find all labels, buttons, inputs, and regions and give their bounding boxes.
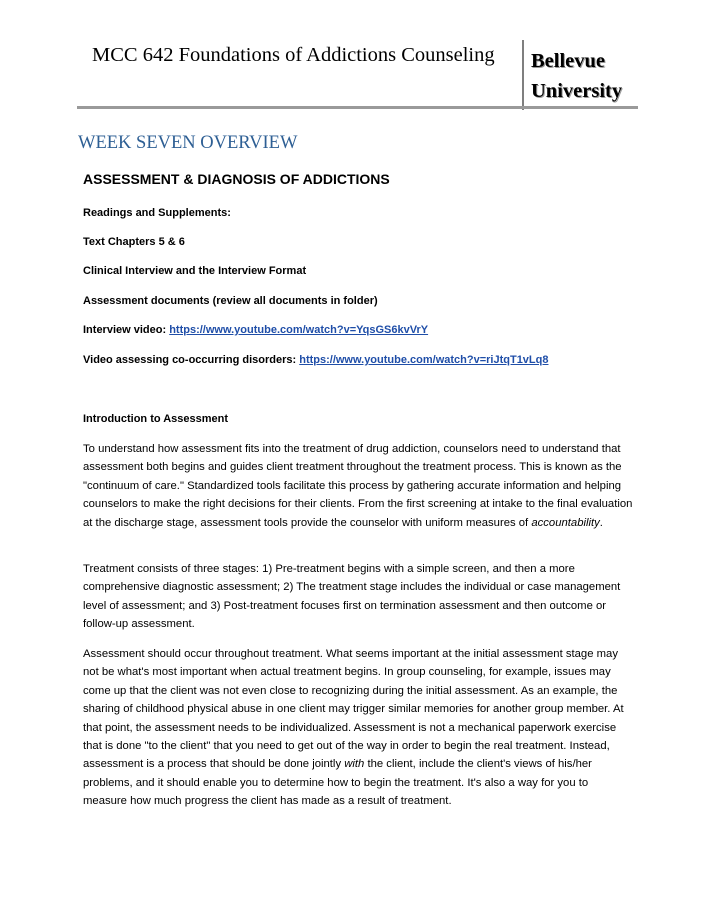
brand-line-1: Bellevue bbox=[531, 50, 606, 72]
brand-line-2: University bbox=[531, 80, 623, 102]
readings-clinical-interview: Clinical Interview and the Interview Format bbox=[83, 265, 307, 277]
p3-text: Assessment should occur throughout treatment. What seems important at the initial assessment stage may not be what's most important when actual treatment begins. In group counseling, for example, issues may come up that the client was not even close to recognizing during the initial assessment. As an example, the sharing of childhood physical abuse in one client may trigger similar memories for another group member. At that point, the assessment needs to be individualized. Assessment is not a mechanical paperwork exercise that is done "to the client" that you need to get out of the way in order to begin the real treatment. Instead, assessment is a process that should be done jointly bbox=[83, 648, 624, 771]
cooccurring-video-label: Video assessing co-occurring disorders: bbox=[83, 354, 297, 366]
section-title: ASSESSMENT & DIAGNOSIS OF ADDICTIONS bbox=[83, 171, 390, 187]
interview-video-link[interactable]: https://www.youtube.com/watch?v=YqsGS6kvVrY bbox=[169, 324, 429, 336]
readings-chapters: Text Chapters 5 & 6 bbox=[83, 236, 185, 248]
readings-assessment-docs: Assessment documents (review all documents in folder) bbox=[83, 295, 378, 307]
header-horizontal-rule bbox=[77, 106, 638, 109]
p1-text-end: . bbox=[599, 516, 603, 529]
p1-emphasis: accountability bbox=[531, 516, 600, 529]
p3-emphasis: with bbox=[344, 758, 365, 771]
interview-video-label: Interview video: bbox=[83, 324, 167, 336]
p1-text: To understand how assessment fits into the treatment of drug addiction, counselors need to understand that assessment both begins and guides client treatment throughout the treatment process. This is known as the "continuum of care." Standardized tools facilitate this process by gathering accurate information and helping counselors to make the right decisions for their clients. From the first screening at intake to the final evaluation at the discharge stage, assessment tools provide the counselor with uniform measures of bbox=[83, 443, 633, 529]
header-vertical-divider bbox=[522, 40, 524, 110]
cooccurring-video-line bbox=[83, 354, 548, 366]
interview-video-line bbox=[83, 324, 428, 336]
course-title: MCC 642 Foundations of Addictions Counseling bbox=[92, 44, 495, 66]
readings-heading: Readings and Supplements: bbox=[83, 207, 231, 219]
intro-heading: Introduction to Assessment bbox=[83, 413, 229, 425]
cooccurring-video-link[interactable]: https://www.youtube.com/watch?v=riJtqT1vLq8 bbox=[299, 354, 549, 366]
intro-paragraph-3 bbox=[83, 645, 635, 811]
intro-paragraph-1 bbox=[83, 440, 635, 532]
intro-paragraph-2: Treatment consists of three stages: 1) Pre-treatment begins with a simple screen, and then a more comprehensive diagnostic assessment; 2) The treatment stage includes the individual or case management level of assessment; and 3) Post-treatment focuses first on termination assessment and then outcome or follow-up assessment. bbox=[83, 563, 621, 631]
p3-text-end: the client, include the client's views of his/her problems, and it should enable you to determine how to begin the treatment. It's also a way for you to measure how much progress the client has made as a result of treatment. bbox=[83, 758, 592, 808]
university-brand bbox=[531, 46, 622, 106]
week-title: WEEK SEVEN OVERVIEW bbox=[78, 133, 298, 153]
